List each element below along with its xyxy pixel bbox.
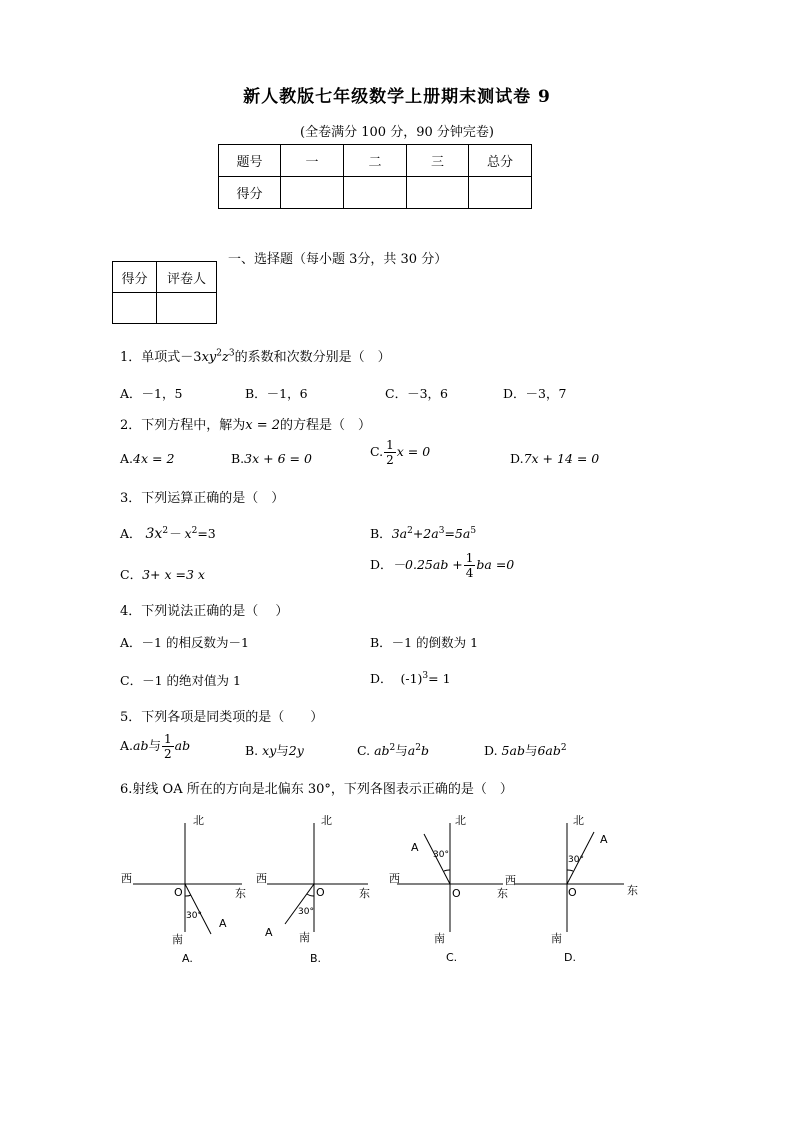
angle-arc xyxy=(567,870,573,871)
q3-option-c[interactable] xyxy=(120,565,205,583)
q5-a-term2: ab xyxy=(174,738,191,753)
q5-b-term1: xy xyxy=(262,743,277,758)
score-input-cell[interactable] xyxy=(344,177,407,209)
score-header-cell: 总分 xyxy=(469,145,532,177)
label-east: 东 xyxy=(627,884,638,897)
q3-d-label: D． xyxy=(370,557,393,572)
q3-b-term3: =5a xyxy=(444,526,471,541)
q3-option-d[interactable] xyxy=(370,552,514,579)
q5-a-den: 2 xyxy=(164,747,172,761)
q2-b-expr: 3x + 6 = 0 xyxy=(244,451,312,466)
q5-a-num: 1 xyxy=(164,732,172,746)
q3-d-term1: －0.25ab + xyxy=(392,557,463,572)
q3-d-num: 1 xyxy=(465,551,474,565)
q4-d-term1: (-1) xyxy=(400,671,423,686)
question-2 xyxy=(120,414,371,433)
caption-b: B. xyxy=(310,952,322,965)
q3-b-exp2: 3 xyxy=(438,525,445,536)
q4-d-exp: 3 xyxy=(422,670,429,681)
q3-a-term1: 3x xyxy=(145,526,163,542)
q3-d-term2: ba =0 xyxy=(476,557,515,572)
label-east: 东 xyxy=(359,887,370,900)
q5-d-term1: 5ab xyxy=(501,743,525,758)
label-origin: O xyxy=(316,886,325,899)
q2-c-fraction xyxy=(384,439,396,466)
page-title: 新人教版七年级数学上册期末测试卷 9 xyxy=(243,87,551,107)
q3-a-exp2: 2 xyxy=(191,525,198,536)
q5-d-and: 与 xyxy=(524,743,538,758)
question-5: 5．下列各项是同类项的是（ ） xyxy=(120,710,324,725)
question-1 xyxy=(120,346,391,365)
label-ray: A xyxy=(219,917,227,930)
angle-arc xyxy=(185,895,191,896)
label-ray: A xyxy=(411,841,419,854)
q2-option-a[interactable] xyxy=(120,451,174,466)
label-north: 北 xyxy=(321,814,332,827)
q3-option-b[interactable] xyxy=(370,524,476,542)
q4-option-a[interactable]: A．－1 的相反数为－1 xyxy=(120,635,249,650)
score-input-cell[interactable] xyxy=(281,177,344,209)
score-header-cell: 三 xyxy=(407,145,469,177)
q2-option-c[interactable] xyxy=(370,439,430,466)
grader-name-cell[interactable] xyxy=(157,293,217,324)
score-input-cell[interactable] xyxy=(469,177,532,209)
section1-title: 一、选择题（每小题 3分，共 30 分） xyxy=(228,252,448,267)
q3-a-exp1: 2 xyxy=(162,525,169,536)
label-south: 南 xyxy=(434,932,445,945)
score-table xyxy=(218,144,532,209)
q1-coef: －3 xyxy=(180,350,202,365)
label-south: 南 xyxy=(172,933,183,946)
q5-d-exp2: 2 xyxy=(560,742,567,753)
label-origin: O xyxy=(568,886,577,899)
q5-option-c[interactable] xyxy=(357,741,429,759)
question-4: 4．下列说法正确的是（ ） xyxy=(120,604,289,619)
q5-b-and: 与 xyxy=(276,743,289,758)
q3-c-expr: 3+ x =3 x xyxy=(142,567,205,582)
angle-arc xyxy=(444,870,450,871)
diagram-d[interactable] xyxy=(515,823,624,932)
q3-b-term2: +2a xyxy=(412,526,439,541)
q5-option-b[interactable] xyxy=(245,741,304,759)
q2-option-b[interactable] xyxy=(231,451,312,466)
direction-diagrams xyxy=(0,800,794,980)
q5-a-fraction xyxy=(162,733,174,760)
q5-b-term2: 2y xyxy=(288,743,304,758)
label-angle: 30° xyxy=(433,850,449,860)
label-origin: O xyxy=(174,886,183,899)
q2-c-label: C. xyxy=(370,444,384,459)
q5-a-label: A. xyxy=(120,738,134,753)
q3-a-term3: =3 xyxy=(197,526,216,541)
q5-c-exp1: 2 xyxy=(389,742,396,753)
q1-expr xyxy=(180,350,234,365)
label-south: 南 xyxy=(551,932,562,945)
label-angle: 30° xyxy=(186,911,202,921)
label-west: 西 xyxy=(389,872,400,885)
q1-option-a[interactable]: A．－1，5 xyxy=(120,386,183,401)
grader-table xyxy=(112,261,217,324)
q5-c-label: C. xyxy=(357,743,371,758)
q1-suffix: 的系数和次数分别是（ ） xyxy=(234,350,391,365)
q5-d-label: D. xyxy=(484,743,498,758)
q1-var-x: x xyxy=(201,350,209,365)
caption-d: D. xyxy=(564,951,576,964)
score-input-cell[interactable] xyxy=(407,177,469,209)
q1-var-y: y xyxy=(208,350,217,365)
q2-d-label: D. xyxy=(510,451,524,466)
q2-a-label: A. xyxy=(120,451,134,466)
label-angle: 30° xyxy=(568,855,584,865)
q5-d-term2: 6ab xyxy=(537,743,561,758)
q4-d-label: D． xyxy=(370,671,393,686)
q3-a-label: A． xyxy=(120,526,142,541)
label-north: 北 xyxy=(193,814,204,827)
grader-score-cell[interactable] xyxy=(113,293,157,324)
label-west: 西 xyxy=(505,874,516,887)
ray-oa xyxy=(285,884,314,924)
question-3: 3．下列运算正确的是（ ） xyxy=(120,491,285,506)
q2-c-num: 1 xyxy=(386,438,394,452)
q3-b-term1: 3a xyxy=(391,526,408,541)
q3-b-exp1: 2 xyxy=(407,525,413,536)
q3-c-label: C． xyxy=(120,567,143,582)
caption-a: A. xyxy=(182,952,193,965)
q5-c-term1: ab xyxy=(374,743,390,758)
q1-option-b[interactable]: B．－1，6 xyxy=(245,386,308,401)
label-east: 东 xyxy=(497,887,508,900)
q4-option-d[interactable] xyxy=(370,669,451,687)
caption-c: C. xyxy=(446,951,458,964)
q3-d-fraction xyxy=(464,552,476,579)
q2-option-d[interactable] xyxy=(510,451,599,466)
angle-arc xyxy=(307,894,314,896)
label-north: 北 xyxy=(455,814,466,827)
label-north: 北 xyxy=(573,814,584,827)
q2-condition: x = 2 xyxy=(245,418,281,433)
label-south: 南 xyxy=(299,931,310,944)
q3-b-exp3: 5 xyxy=(470,525,477,536)
label-east: 东 xyxy=(235,887,246,900)
q5-c-exp2: 2 xyxy=(415,742,421,753)
score-label-cell: 得分 xyxy=(219,177,281,209)
q1-var-z: z xyxy=(222,350,229,365)
diagram-b[interactable] xyxy=(267,823,368,932)
q1-exp-y: 2 xyxy=(216,348,222,359)
score-header-cell: 二 xyxy=(344,145,407,177)
q5-b-label: B. xyxy=(245,743,259,758)
diagram-c[interactable] xyxy=(397,823,503,932)
q1-option-c[interactable]: C．－3，6 xyxy=(385,386,448,401)
q3-option-a[interactable] xyxy=(120,524,216,542)
question-6: 6.射线 OA 所在的方向是北偏东 30°，下列各图表示正确的是（ ） xyxy=(120,782,513,797)
page-subtitle: (全卷满分 100 分，90 分钟完卷) xyxy=(300,125,494,140)
label-west: 西 xyxy=(121,872,132,885)
q2-suffix: 的方程是（ ） xyxy=(280,418,372,433)
q2-c-rest: x = 0 xyxy=(396,444,431,459)
score-header-cell: 一 xyxy=(281,145,344,177)
label-west: 西 xyxy=(256,872,267,885)
q4-option-b[interactable]: B．－1 的倒数为 1 xyxy=(370,635,479,650)
label-origin: O xyxy=(452,887,461,900)
q5-a-term1: ab xyxy=(133,738,149,753)
grader-name-label: 评卷人 xyxy=(157,262,217,293)
grader-score-label: 得分 xyxy=(113,262,157,293)
q2-b-label: B. xyxy=(231,451,245,466)
ray-oa xyxy=(185,884,211,934)
q3-d-den: 4 xyxy=(465,566,474,580)
q5-option-d[interactable] xyxy=(484,741,567,759)
score-header-cell: 题号 xyxy=(219,145,281,177)
q4-option-c[interactable]: C．－1 的绝对值为 1 xyxy=(120,673,241,688)
q2-prefix: 2．下列方程中，解为 xyxy=(120,418,246,433)
q5-c-and: 与 xyxy=(395,743,408,758)
q4-d-term2: = 1 xyxy=(428,671,451,686)
q3-a-term2: － x xyxy=(168,526,192,541)
q5-c-term3: b xyxy=(420,743,429,758)
q3-b-label: B． xyxy=(370,526,392,541)
label-angle: 30° xyxy=(298,907,314,917)
q2-d-expr: 7x + 14 = 0 xyxy=(523,451,600,466)
label-ray: A xyxy=(265,926,273,939)
q5-a-and: 与 xyxy=(148,738,161,753)
q2-c-den: 2 xyxy=(386,453,394,467)
q1-exp-z: 3 xyxy=(228,348,235,359)
label-ray: A xyxy=(600,833,608,846)
q1-prefix: 1．单项式 xyxy=(120,350,181,365)
q1-option-d[interactable]: D．－3，7 xyxy=(503,386,567,401)
q5-option-a[interactable] xyxy=(120,733,190,760)
q2-a-expr: 4x = 2 xyxy=(133,451,175,466)
q5-c-term2: a xyxy=(407,743,416,758)
